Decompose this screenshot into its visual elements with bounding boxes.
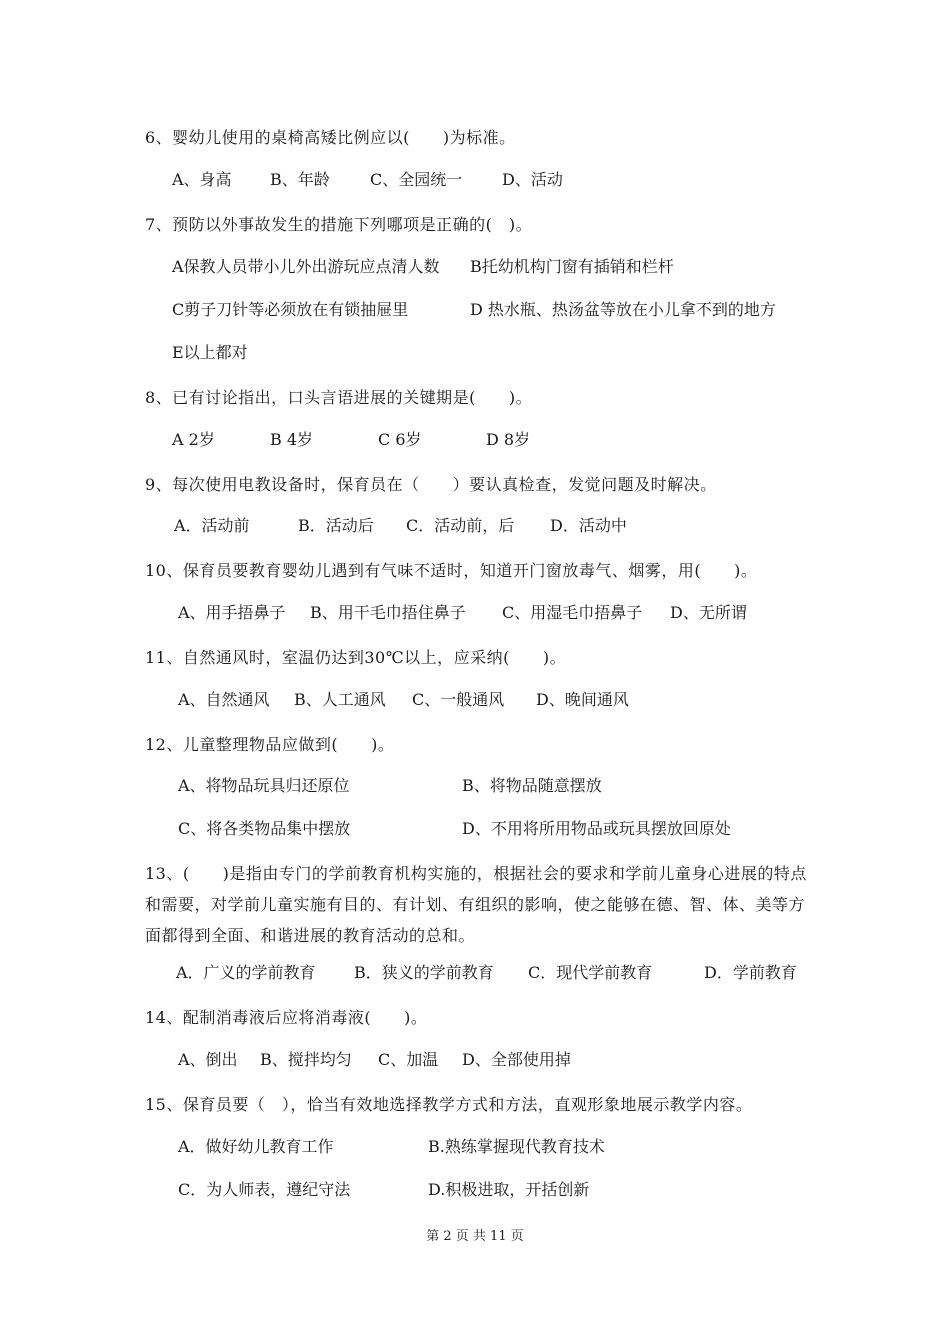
option-c: C、用湿毛巾捂鼻子	[502, 603, 643, 622]
question-13: 13、( )是指由专门的学前教育机构实施的，根据社会的要求和学前儿童身心进展的特点和需要，对学前儿童实施有目的、有计划、有组织的影响，使之能够在德、智、体、美等方面都得到全面、和谐进展的教育活动的总和。	[145, 864, 807, 945]
option-b: B．活动后	[298, 516, 374, 535]
options-row	[172, 600, 822, 626]
option-c: C、一般通风	[412, 690, 505, 709]
option-c: C、全园统一	[370, 170, 463, 189]
option-a: A保教人员带小儿外出游玩应点清人数	[172, 257, 440, 276]
option-c: C．现代学前教育	[528, 963, 653, 982]
option-b: B．狭义的学前教育	[354, 963, 494, 982]
option-b: B托幼机构门窗有插销和栏杆	[470, 257, 674, 276]
option-a: A 2岁	[172, 430, 215, 449]
option-a: A．广义的学前教育	[176, 963, 316, 982]
options-row	[172, 254, 822, 280]
option-d: D．学前教育	[704, 963, 797, 982]
options-row	[172, 816, 822, 842]
question-15: 15、保育员要（ ），恰当有效地选择教学方式和方法，直观形象地展示教学内容。	[145, 1095, 753, 1114]
option-d: D、不用将所用物品或玩具摆放回原处	[462, 819, 731, 838]
option-b: B 4岁	[270, 430, 314, 449]
option-b: B.熟练掌握现代教育技术	[428, 1137, 605, 1156]
question-7: 7、预防以外事故发生的措施下列哪项是正确的( )。	[145, 215, 533, 234]
options-row	[172, 167, 822, 193]
options-row	[172, 1047, 822, 1073]
question-11: 11、自然通风时，室温仍达到30℃以上，应采纳( )。	[145, 648, 567, 667]
option-d: D 热水瓶、热汤盆等放在小儿拿不到的地方	[470, 300, 776, 319]
option-c: C、加温	[378, 1050, 439, 1069]
question-9: 9、每次使用电教设备时，保育员在（ ）要认真检查，发觉问题及时解决。	[145, 475, 717, 494]
option-a: A、身高	[172, 170, 232, 189]
option-d: D、全部使用掉	[462, 1050, 571, 1069]
options-row	[172, 1134, 822, 1160]
option-d: D、无所谓	[670, 603, 747, 622]
option-d: D 8岁	[486, 430, 531, 449]
option-c: C、将各类物品集中摆放	[178, 819, 351, 838]
option-a: A、用手捂鼻子	[178, 603, 286, 622]
option-d: D、晚间通风	[536, 690, 629, 709]
option-a: A、将物品玩具归还原位	[178, 776, 350, 795]
question-12: 12、儿童整理物品应做到( )。	[145, 735, 395, 754]
option-b: B、搅拌均匀	[260, 1050, 352, 1069]
option-c: C．活动前，后	[406, 516, 515, 535]
question-6: 6、婴幼儿使用的桌椅高矮比例应以( )为标准。	[145, 128, 516, 147]
option-d: D、活动	[502, 170, 563, 189]
option-e: E以上都对	[172, 343, 248, 362]
option-c: C．为人师表，遵纪守法	[178, 1180, 351, 1199]
option-c: C 6岁	[378, 430, 422, 449]
question-8: 8、已有讨论指出，口头言语进展的关键期是( )。	[145, 388, 533, 407]
options-row	[172, 513, 822, 539]
option-a: A、自然通风	[178, 690, 270, 709]
options-row	[172, 297, 822, 323]
option-c: C剪子刀针等必须放在有锁抽屉里	[172, 300, 409, 319]
question-14: 14、配制消毒液后应将消毒液( )。	[145, 1008, 428, 1027]
option-a: A、倒出	[178, 1050, 238, 1069]
question-10: 10、保育员要教育婴幼儿遇到有气味不适时，知道开门窗放毒气、烟雾，用( )。	[145, 561, 758, 580]
options-row	[172, 773, 822, 799]
option-b: B、年龄	[270, 170, 330, 189]
options-row	[172, 1177, 822, 1203]
option-b: B、用干毛巾捂住鼻子	[310, 603, 466, 622]
options-row	[172, 687, 822, 713]
option-a: A．做好幼儿教育工作	[178, 1137, 334, 1156]
option-b: B、将物品随意摆放	[462, 776, 602, 795]
option-a: A．活动前	[174, 516, 250, 535]
page-number: 第 2 页 共 11 页	[426, 1229, 524, 1244]
options-row	[172, 960, 822, 986]
option-b: B、人工通风	[294, 690, 386, 709]
option-d: D．活动中	[550, 516, 627, 535]
option-d: D.积极进取，开括创新	[428, 1180, 590, 1199]
options-row	[172, 340, 822, 366]
options-row	[172, 427, 822, 453]
